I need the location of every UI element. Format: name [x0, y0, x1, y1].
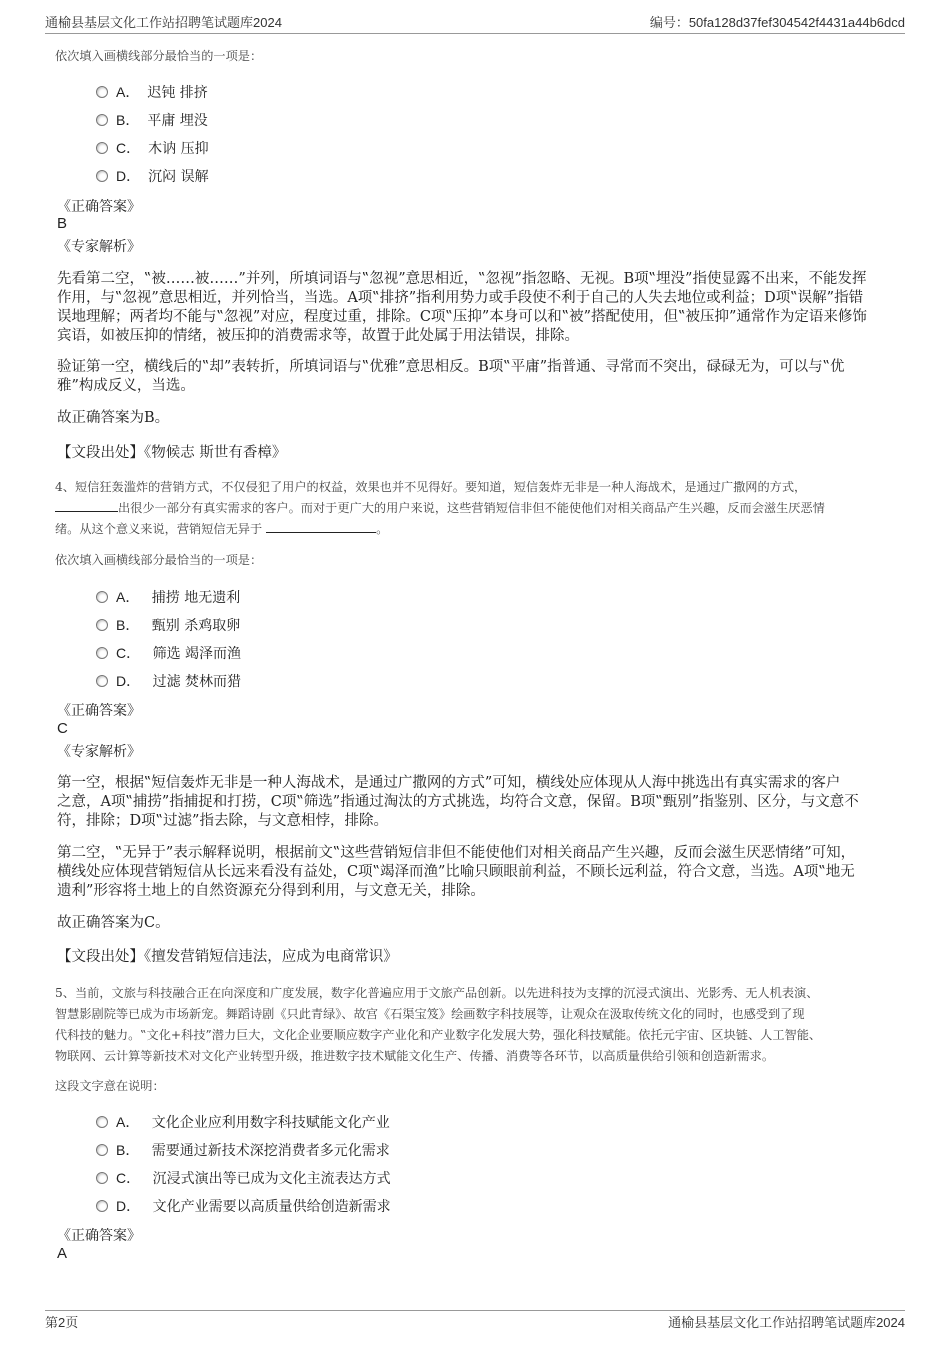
- radio-icon[interactable]: [96, 1172, 108, 1184]
- q4-analysis-para2: 第二空，‟无异于”表示解释说明，根据前文‟这些营销短信非但不能使他们对相关商品产生兴趣，反而会滋生厌恶情绪”可知， 横线处应体现营销短信从长远来看没有益处，C项‟竭泽而渔”比喻只顾眼前利益，不顾长远利益，符合文意，当选。A项‟地无 遗利”形容将土地上的自然资源充分得到利用，与文意无关，排除。: [57, 845, 856, 899]
- q3-analysis-label: 《专家解析》: [57, 239, 141, 255]
- page-footer: [45, 1312, 905, 1334]
- q3-source: 【文段出处】《物候志 斯世有香樟》: [57, 445, 287, 461]
- footer-divider: [45, 1310, 905, 1311]
- q4-option-a[interactable]: A． 捕捞 地无遗利: [96, 587, 240, 607]
- q3-analysis-para1: 先看第二空，‟被……被……”并列，所填词语与‟忽视”意思相近，‟忽视”指忽略、无视。B项‟埋没”指使显露不出来，不能发挥 作用，与‟忽视”意思相近，并列恰当，当选。A项‟排挤”指利用势力或手段使不利于自己的人失去地位或利益；D项‟误解”指错 误地理解；两者均不能与‟忽视”对应，程度过重，排除。C项‟压抑”本身可以和‟被”搭配使用，但‟被压抑”通常作为定语来修饰 宾语，如被压抑的情绪，被压抑的消费需求等，故置于此处属于用法错误，排除。: [57, 271, 867, 344]
- q4-analysis-label: 《专家解析》: [57, 744, 141, 760]
- q3-conclusion: 故正确答案为B。: [57, 410, 170, 426]
- page-number: 第2页: [45, 1315, 79, 1330]
- q3-answer-value: B: [57, 215, 68, 232]
- radio-icon[interactable]: [96, 591, 108, 603]
- document-code: 编号：50fa128d37fef304542f4431a44b6dcd: [649, 15, 905, 30]
- radio-icon[interactable]: [96, 114, 108, 126]
- q5-answer-value: A: [57, 1245, 68, 1262]
- radio-icon[interactable]: [96, 675, 108, 687]
- q5-option-d[interactable]: D． 文化产业需要以高质量供给创造新需求: [96, 1196, 391, 1216]
- q3-option-b[interactable]: B． 平庸 埋没: [96, 110, 208, 130]
- radio-icon[interactable]: [96, 142, 108, 154]
- q3-option-c[interactable]: C． 木讷 压抑: [96, 138, 209, 158]
- q4-option-d[interactable]: D． 过滤 焚林而猎: [96, 671, 241, 691]
- q4-stem: 4、短信狂轰滥炸的营销方式，不仅侵犯了用户的权益，效果也并不见得好。要知道，短信轰炸无非是一种人海战术，是通过广撒网的方式， 出很少一部分有真实需求的客户。而对于更广大的用户来说，这些营销短信非但不能使他们对相关商品产生兴趣，反而会滋生厌恶情 绪。从这个意义来说，营销短信无异于 。: [55, 480, 825, 536]
- q5-option-c[interactable]: C． 沉浸式演出等已成为文化主流表达方式: [96, 1168, 391, 1188]
- radio-icon[interactable]: [96, 170, 108, 182]
- q3-instruction: 依次填入画横线部分最恰当的一项是：: [55, 49, 263, 63]
- q5-answer-label: 《正确答案》: [57, 1228, 141, 1244]
- page-header: [45, 12, 905, 34]
- q4-source: 【文段出处】《擅发营销短信违法，应成为电商常识》: [57, 949, 398, 965]
- radio-icon[interactable]: [96, 86, 108, 98]
- q4-instruction: 依次填入画横线部分最恰当的一项是：: [55, 553, 263, 567]
- q4-analysis-para1: 第一空，根据‟短信轰炸无非是一种人海战术，是通过广撒网的方式”可知，横线处应体现从人海中挑选出有真实需求的客户 之意，A项‟捕捞”指捕捉和打捞，C项‟筛选”指通过淘汰的方式挑选，均符合文意，保留。B项‟甄别”指鉴别、区分，与文意不 符，排除；D项‟过滤”指去除，与文意相悖，排除。: [57, 775, 859, 829]
- radio-icon[interactable]: [96, 1116, 108, 1128]
- q4-answer-value: C: [57, 720, 68, 737]
- q4-option-c[interactable]: C． 筛选 竭泽而渔: [96, 643, 241, 663]
- radio-icon[interactable]: [96, 619, 108, 631]
- header-divider: [45, 33, 905, 34]
- header-title: 通榆县基层文化工作站招聘笔试题库2024: [45, 15, 282, 30]
- q4-option-b[interactable]: B． 甄别 杀鸡取卵: [96, 615, 240, 635]
- radio-icon[interactable]: [96, 1144, 108, 1156]
- radio-icon[interactable]: [96, 1200, 108, 1212]
- q4-answer-label: 《正确答案》: [57, 703, 141, 719]
- q3-option-a[interactable]: A． 迟钝 排挤: [96, 82, 208, 102]
- q4-blank-1: [55, 499, 118, 512]
- q3-answer-label: 《正确答案》: [57, 199, 141, 215]
- q4-conclusion: 故正确答案为C。: [57, 915, 170, 931]
- q5-option-b[interactable]: B． 需要通过新技术深挖消费者多元化需求: [96, 1140, 390, 1160]
- q5-instruction: 这段文字意在说明：: [55, 1079, 165, 1093]
- q5-stem: 5、当前，文旅与科技融合正在向深度和广度发展，数字化普遍应用于文旅产品创新。以先进科技为支撑的沉浸式演出、光影秀、无人机表演、 智慧影剧院等已成为市场新宠。舞蹈诗剧《只此青绿》、故宫《石渠宝笈》绘画数字科技展等，让观众在汲取传统文化的同时，也感受到了现 代科技的魅力。‟文化+科技”潜力巨大，文化企业要顺应数字产业化和产业数字化发展大势，强化科技赋能。依托元宇宙、区块链、人工智能、 物联网、云计算等新技术对文化产业转型升级，推进数字技术赋能文化生产、传播、消费等各环节，以高质量供给引领和创造新需求。: [55, 986, 822, 1063]
- q3-analysis-para2: 验证第一空，横线后的‟却”表转折，所填词语与‟优雅”意思相反。B项‟平庸”指普通、寻常而不突出，碌碌无为，可以与‟优 雅”构成反义，当选。: [57, 359, 845, 394]
- q3-option-d[interactable]: D． 沉闷 误解: [96, 166, 209, 186]
- radio-icon[interactable]: [96, 647, 108, 659]
- q4-blank-2: [266, 520, 376, 533]
- q5-option-a[interactable]: A． 文化企业应利用数字科技赋能文化产业: [96, 1112, 390, 1132]
- footer-title: 通榆县基层文化工作站招聘笔试题库2024: [668, 1315, 905, 1330]
